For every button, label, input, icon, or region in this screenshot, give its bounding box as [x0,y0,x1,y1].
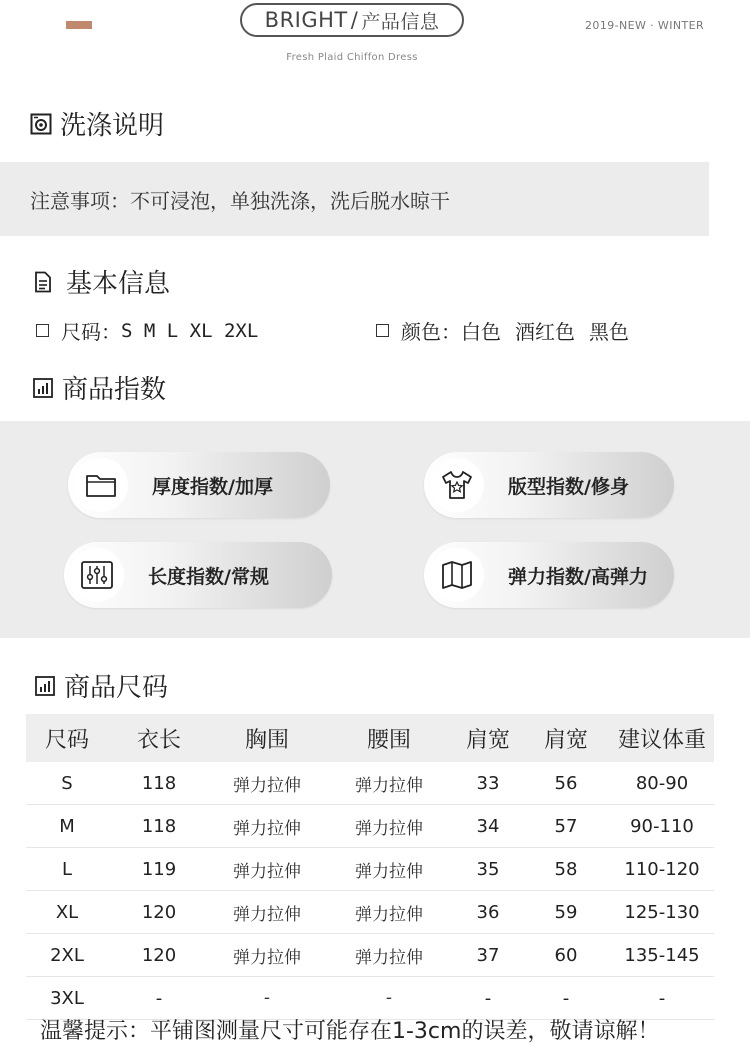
index-label: 弹力指数/高弹力 [508,565,648,588]
table-header: 胸围 [210,714,324,762]
color-label: 颜色： [401,320,461,344]
table-cell: 弹力拉伸 [210,848,324,891]
table-cell: 34 [454,805,522,848]
index-length [64,542,332,608]
washing-note: 注意事项：不可浸泡，单独洗涤，洗后脱水晾干 [30,189,450,213]
size-chart-heading [34,667,168,704]
table-row [26,762,714,805]
product-index-title: 商品指数 [62,375,167,405]
map-icon [430,548,484,602]
table-header-row [26,714,714,762]
season-label: 2019-NEW · WINTER [585,19,704,32]
table-cell: 35 [454,848,522,891]
table-cell: M [26,805,108,848]
brand-name: BRIGHT [264,8,348,32]
washing-heading [30,105,164,142]
table-cell: - [210,977,324,1020]
table-cell: - [324,977,454,1020]
sliders-icon [70,548,124,602]
product-index-heading [32,369,166,406]
product-subtitle: Fresh Plaid Chiffon Dress [286,52,418,63]
table-cell: 弹力拉伸 [210,805,324,848]
table-cell: 36 [454,891,522,934]
washing-title: 洗涤说明 [60,111,165,141]
color-value: 黑色 [589,320,629,344]
index-label: 厚度指数/加厚 [152,475,273,498]
table-cell: 60 [522,934,610,977]
accent-bar [66,21,92,29]
table-cell: 80-90 [610,762,714,805]
bar-chart-icon [34,675,56,697]
measurement-tip: 温馨提示：平铺图测量尺寸可能存在1-3cm的误差，敬请谅解！ [40,1019,660,1044]
size-checkbox[interactable] [36,324,49,337]
size-chart-title: 商品尺码 [64,673,169,703]
table-cell: 3XL [26,977,108,1020]
folder-icon [74,458,128,512]
table-header: 腰围 [324,714,454,762]
table-cell: L [26,848,108,891]
size-info [36,316,258,345]
index-elasticity [424,542,674,608]
basic-info-heading [32,263,170,300]
table-cell: S [26,762,108,805]
table-cell: 33 [454,762,522,805]
washing-machine-icon [30,113,52,135]
table-cell: 120 [108,891,210,934]
table-cell: 弹力拉伸 [324,934,454,977]
index-label: 长度指数/常规 [148,565,269,588]
table-cell: 90-110 [610,805,714,848]
table-cell: 弹力拉伸 [210,762,324,805]
table-cell: - [610,977,714,1020]
table-cell: 弹力拉伸 [210,891,324,934]
size-table [26,714,714,1020]
table-cell: - [108,977,210,1020]
table-cell: 118 [108,805,210,848]
brand-subtitle-cn: 产品信息 [361,10,440,33]
table-cell: 125-130 [610,891,714,934]
table-cell: 弹力拉伸 [210,934,324,977]
table-cell: 弹力拉伸 [324,805,454,848]
table-row [26,891,714,934]
table-cell: 119 [108,848,210,891]
brand-title [240,3,464,37]
table-header: 衣长 [108,714,210,762]
table-header: 肩宽 [522,714,610,762]
table-cell: 37 [454,934,522,977]
tshirt-icon [430,458,484,512]
size-label: 尺码： [61,320,121,344]
table-cell: - [522,977,610,1020]
index-thickness [68,452,330,518]
index-fit [424,452,674,518]
table-cell: 弹力拉伸 [324,891,454,934]
table-cell: 135-145 [610,934,714,977]
table-cell: 弹力拉伸 [324,848,454,891]
color-checkbox[interactable] [376,324,389,337]
table-cell: - [454,977,522,1020]
table-cell: 118 [108,762,210,805]
color-value: 白色 [461,320,501,344]
bar-chart-icon [32,377,54,399]
table-cell: 弹力拉伸 [324,762,454,805]
brand-separator: / [350,8,359,32]
table-cell: 57 [522,805,610,848]
table-row [26,848,714,891]
table-row [26,805,714,848]
table-header: 尺码 [26,714,108,762]
table-header: 建议体重 [610,714,714,762]
basic-info-title: 基本信息 [66,269,171,299]
table-cell: 58 [522,848,610,891]
table-cell: 56 [522,762,610,805]
table-cell: 110-120 [610,848,714,891]
table-cell: 2XL [26,934,108,977]
table-header: 肩宽 [454,714,522,762]
table-cell: XL [26,891,108,934]
table-cell: 59 [522,891,610,934]
table-cell: 120 [108,934,210,977]
size-values: S M L XL 2XL [121,319,259,342]
color-info [376,316,629,345]
index-label: 版型指数/修身 [508,475,629,498]
document-icon [32,271,54,293]
color-value: 酒红色 [515,320,575,344]
table-row [26,934,714,977]
